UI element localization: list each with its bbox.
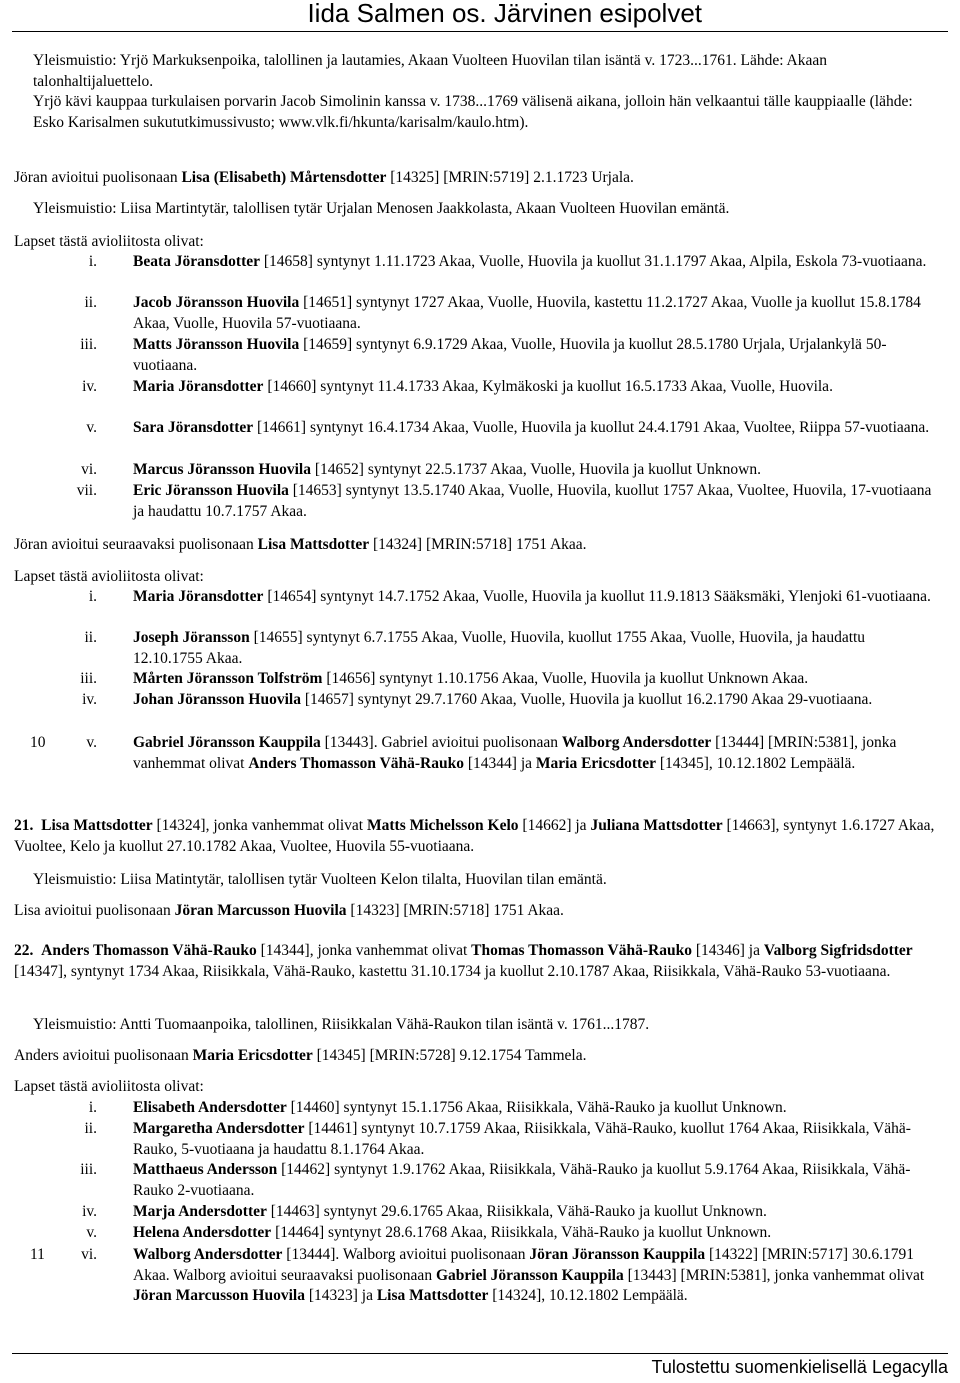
child-number: iv. xyxy=(82,691,97,708)
child-number: i. xyxy=(88,588,97,605)
child-number: iv. xyxy=(82,378,97,395)
child-number: ii. xyxy=(84,1120,97,1137)
child-name: Matthaeus Andersson xyxy=(133,1161,278,1178)
page-title: Iida Salmen os. Järvinen esipolvet xyxy=(307,0,702,28)
child-name: Maria Jöransdotter xyxy=(133,588,264,605)
child-number: iv. xyxy=(82,1203,97,1220)
page-reference: 11 xyxy=(30,1246,45,1263)
footer-text: Tulostettu suomenkielisellä Legacylla xyxy=(651,1357,948,1377)
child-name: Elisabeth Andersdotter xyxy=(133,1099,287,1116)
child-name: Walborg Andersdotter xyxy=(133,1246,283,1263)
child-name: Joseph Jöransson xyxy=(133,629,250,646)
person-entry-22: 22. Anders Thomasson Vähä-Rauko [14344], jonka vanhemmat olivat Thomas Thomasson Vähä-Rauko [14346] ja Valborg Sigfridsdotter [14347], syntynyt 1734 Akaa, Riisikkala, Vähä-Rauko, kastettu 31.10.1734 ja kuollut 2.10.1787 Akaa, Riisikkala, Vähä-Rauko 53-vuotiaana. xyxy=(14,942,913,980)
memo-paragraph: Yleismuistio: Liisa Martintytär, talollisen tytär Urjalan Menosen Jaakkolasta, Akaan Vuolteen Huovilan emäntä. xyxy=(33,200,730,217)
marriage-line: Jöran avioitui seuraavaksi puolisonaan Lisa Mattsdotter [14324] [MRIN:5718] 1751 Akaa. xyxy=(14,536,587,553)
marriage-line: Jöran avioitui puolisonaan Lisa (Elisabeth) Mårtensdotter [14325] [MRIN:5719] 2.1.1723 Urjala. xyxy=(14,169,634,186)
memo-paragraph: Yleismuistio: Antti Tuomaanpoika, talollinen, Riisikkalan Vähä-Raukon tilan isäntä v. 1761...1787. xyxy=(33,1016,650,1033)
child-name: Marja Andersdotter xyxy=(133,1203,267,1220)
children-label: Lapset tästä avioliitosta olivat: xyxy=(14,568,204,585)
child-name: Maria Jöransdotter xyxy=(133,378,264,395)
child-name: Beata Jöransdotter xyxy=(133,253,260,270)
marriage-line: Lisa avioitui puolisonaan Jöran Marcusson Huovila [14323] [MRIN:5718] 1751 Akaa. xyxy=(14,902,564,919)
child-name: Gabriel Jöransson Kauppila xyxy=(133,734,321,751)
child-number: ii. xyxy=(84,294,97,311)
memo-paragraph: Yleismuistio: Liisa Matintytär, talollisen tytär Vuolteen Kelon tilalta, Huovilan tilan emäntä. xyxy=(33,871,607,888)
child-name: Sara Jöransdotter xyxy=(133,419,254,436)
person-name: Anders Thomasson Vähä-Rauko xyxy=(41,942,257,959)
child-name: Helena Andersdotter xyxy=(133,1224,272,1241)
child-number: v. xyxy=(86,419,97,436)
child-name: Eric Jöransson Huovila xyxy=(133,482,289,499)
children-label: Lapset tästä avioliitosta olivat: xyxy=(14,1078,204,1095)
child-number: vii. xyxy=(76,482,97,499)
child-number: i. xyxy=(88,253,97,270)
person-entry-21: 21. Lisa Mattsdotter [14324], jonka vanhemmat olivat Matts Michelsson Kelo [14662] ja Juliana Mattsdotter [14663], syntynyt 1.6.1727 Akaa, Vuoltee, Kelo ja kuollut 27.10.1782 Akaa, Vuoltee, Huovila 55-vuotiaana. xyxy=(14,817,935,855)
child-name: Johan Jöransson Huovila xyxy=(133,691,301,708)
memo-paragraph: Yrjö kävi kauppaa turkulaisen porvarin Jacob Simolinin kanssa v. 1738...1769 välisenä aikana, jolloin hän velkaantui tälle kauppiaalle (lähde: Esko Karisalmen sukututkimussivusto; www.vlk.fi/hkunta/karisalm/kaulo.htm). xyxy=(33,93,913,131)
child-number: iii. xyxy=(80,1161,97,1178)
child-number: ii. xyxy=(84,629,97,646)
child-number: v. xyxy=(86,734,97,751)
child-number: vi. xyxy=(81,461,97,478)
children-label: Lapset tästä avioliitosta olivat: xyxy=(14,233,204,250)
spouse-name: Lisa (Elisabeth) Mårtensdotter xyxy=(181,169,387,186)
page-reference: 10 xyxy=(30,734,46,751)
child-name: Matts Jöransson Huovila xyxy=(133,336,300,353)
child-number: vi. xyxy=(81,1246,97,1263)
child-number: v. xyxy=(86,1224,97,1241)
child-number: iii. xyxy=(80,670,97,687)
child-number: i. xyxy=(88,1099,97,1116)
document-page: Iida Salmen os. Järvinen esipolvet Yleismuistio: Yrjö Markuksenpoika, talollinen ja lautamies, Akaan Vuolteen Huovilan tilan isäntä v. 1723...1761. Lähde: Akaan talonhaltijaluettelo. Yrjö kävi kauppaa turkulaisen porvarin Jacob Simolinin kanssa v. 1738...1769 välisenä aikana, jolloin hän velkaantui tälle kauppiaalle (lähde: Esko Karisalmen sukututkimussivusto; www.vlk.fi/hkunta/karisalm/kaulo.htm). Jöran avioitui puolisonaan Lisa (Elisabeth) Mårtensdotter [14325] [MRIN:5719] 2.1.1723 Urjala. Yleismuistio: Liisa Martintytär, talollisen tytär Urjalan Menosen Jaakkolasta, Akaan Vuolteen Huovilan emäntä. Lapset tästä avioliitosta olivat: i. Beata Jöransdotter [14658] syntynyt 1.11.1723 Akaa, Vuolle, Huovila ja kuollut 31.1.1797 Akaa, Alpila, Eskola 73-vuotiaana. ii. Jacob Jöransson Huovila [14651] syntynyt 1727 Akaa, Vuolle, Huovila, kastettu 11.2.1727 Akaa, Vuolle ja kuollut 15.8.1784 Akaa, Vuolle, Huovila 57-vuotiaana. iii. Matts Jöransson Huovila [14659] syntynyt 6.9.1729 Akaa, Vuolle, Huovila ja kuollut 28.5.1780 Urjala, Urjalankylä 50-vuotiaana. iv. Maria Jöransdotter [14660] syntynyt 11.4.1733 Akaa, Kylmäkoski ja kuollut 16.5.1733 Akaa, Vuolle, Huovila. v. Sara Jöransdotter [14661] syntynyt 16.4.1734 Akaa, Vuolle, Huovila ja kuollut 24.4.1791 Akaa, Vuoltee, Riippa 57-vuotiaana. vi. Marcus Jöransson Huovila [14652] syntynyt 22.5.1737 Akaa, Vuolle, Huovila ja kuollut Unknown. vii. Eric Jöransson Huovila [14653] syntynyt 13.5.1740 Akaa, Vuolle, Huovila, kuollut 1757 Akaa, Vuoltee, Huovila, 17-vuotiaana ja haudattu 10.7.1757 Akaa. Jöran avioitui seuraavaksi puolisonaan Lisa Mattsdotter [14324] [MRIN:5718] 1751 Akaa. Lapset tästä avioliitosta olivat: i. Maria Jöransdotter [14654] syntynyt 14.7.1752 Akaa, Vuolle, Huovila ja kuollut 11.9.1813 Sääksmäki, Ylenjoki 61-vuotiaana. ii. Joseph Jöransson [14655] syntynyt 6.7.1755 Akaa, Vuolle, Huovila, kuollut 1755 Akaa, Vuolle, Huovila, ja haudattu 12.10.1755 Akaa. iii. Mårten Jöransson Tolfström [14656] syntynyt 1.10.1756 Akaa, Vuolle, Huovila ja kuollut Unknown Akaa. iv. Johan Jöransson Huovila [14657] syntynyt 29.7.1760 Akaa, Vuolle, Huovila ja kuollut 16.2.1790 Akaa 29-vuotiaana. 10 v. Gabriel Jöransson Kauppila [13443]. Gabriel avioitui puolisonaan Walborg Andersdotter [13444] [MRIN:5381], jonka vanhemmat olivat Anders Thomasson Vähä-Rauko [14344] ja Maria Ericsdotter [14345], 10.12.1802 Lempäälä. 21. Lisa Mattsdotter [14324], jonka vanhemmat olivat Matts Michelsson Kelo [14662] ja Juliana Mattsdotter [14663], syntynyt 1.6.1727 Akaa, Vuoltee, Kelo ja kuollut 27.10.1782 Akaa, Vuoltee, Huovila 55-vuotiaana. Yleismuistio: Liisa Matintytär, talollisen tytär Vuolteen Kelon tilalta, Huovilan tilan emäntä. Lisa avioitui puolisonaan Jöran Marcusson Huovila [14323] [MRIN:5718] 1751 Akaa. 22. Anders Thomasson Vähä-Rauko [14344], jonka vanhemmat olivat Thomas Thomasson Vähä-Rauko [14346] ja Valborg Sigfridsdotter [14347], syntynyt 1734 Akaa, Riisikkala, Vähä-Rauko, kastettu 31.10.1734 ja kuollut 2.10.1787 Akaa, Riisikkala, Vähä-Rauko 53-vuotiaana. Yleismuistio: Antti Tuomaanpoika, talollinen, Riisikkalan Vähä-Raukon tilan isäntä v. 1761...1787. Anders avioitui puolisonaan Maria Ericsdotter [14345] [MRIN:5728] 9.12.1754 Tammela. Lapset tästä avioliitosta olivat: i. Elisabeth Andersdotter [14460] syntynyt 15.1.1756 Akaa, Riisikkala, Vähä-Rauko ja kuollut Unknown. ii. Margaretha Andersdotter [14461] syntynyt 10.7.1759 Akaa, Riisikkala, Vähä-Rauko, kuollut 1764 Akaa, Riisikkala, Vähä-Rauko, 5-vuotiaana ja haudattu 8.1.1764 Akaa. iii. Matthaeus Andersson [14462] syntynyt 1.9.1762 Akaa, Riisikkala, Vähä-Rauko ja kuollut 5.9.1764 Akaa, Riisikkala, Vähä-Rauko 2-vuotiaana. iv. Marja Andersdotter [14463] syntynyt 29.6.1765 Akaa, Riisikkala, Vähä-Rauko ja kuollut Unknown. v. Helena Andersdotter [14464] syntynyt 28.6.1768 Akaa, Riisikkala, Vähä-Rauko ja kuollut Unknown. 11 vi. Walborg Andersdotter [13444]. Walborg avioitui puolisonaan Jöran Jöransson Kauppila [14322] [MRIN:5717] 30.6.1791 Akaa. Walborg avioitui seuraavaksi puolisonaan Gabriel Jöransson Kauppila [13443] [MRIN:5381], jonka vanhemmat olivat Jöran Marcusson Huovila [14323] ja Lisa Mattsdotter [14324], 10.12.1802 Lempäälä. Tulostettu suomenkielisellä Legacylla xyxy=(14,0,948,1377)
spouse-name: Jöran Marcusson Huovila xyxy=(174,902,347,919)
marriage-line: Anders avioitui puolisonaan Maria Ericsdotter [14345] [MRIN:5728] 9.12.1754 Tammela. xyxy=(14,1047,587,1064)
footer-divider xyxy=(12,1353,948,1354)
child-name: Mårten Jöransson Tolfström xyxy=(133,670,323,687)
child-name: Margaretha Andersdotter xyxy=(133,1120,305,1137)
child-number: iii. xyxy=(80,336,97,353)
child-name: Marcus Jöransson Huovila xyxy=(133,461,311,478)
header-divider xyxy=(12,31,948,32)
person-name: Lisa Mattsdotter xyxy=(41,817,153,834)
child-name: Jacob Jöransson Huovila xyxy=(133,294,300,311)
spouse-name: Lisa Mattsdotter xyxy=(257,536,370,553)
memo-paragraph: Yleismuistio: Yrjö Markuksenpoika, talollinen ja lautamies, Akaan Vuolteen Huovilan tilan isäntä v. 1723...1761. Lähde: Akaan talonhaltijaluettelo. xyxy=(33,52,828,90)
spouse-name: Maria Ericsdotter xyxy=(192,1047,313,1064)
